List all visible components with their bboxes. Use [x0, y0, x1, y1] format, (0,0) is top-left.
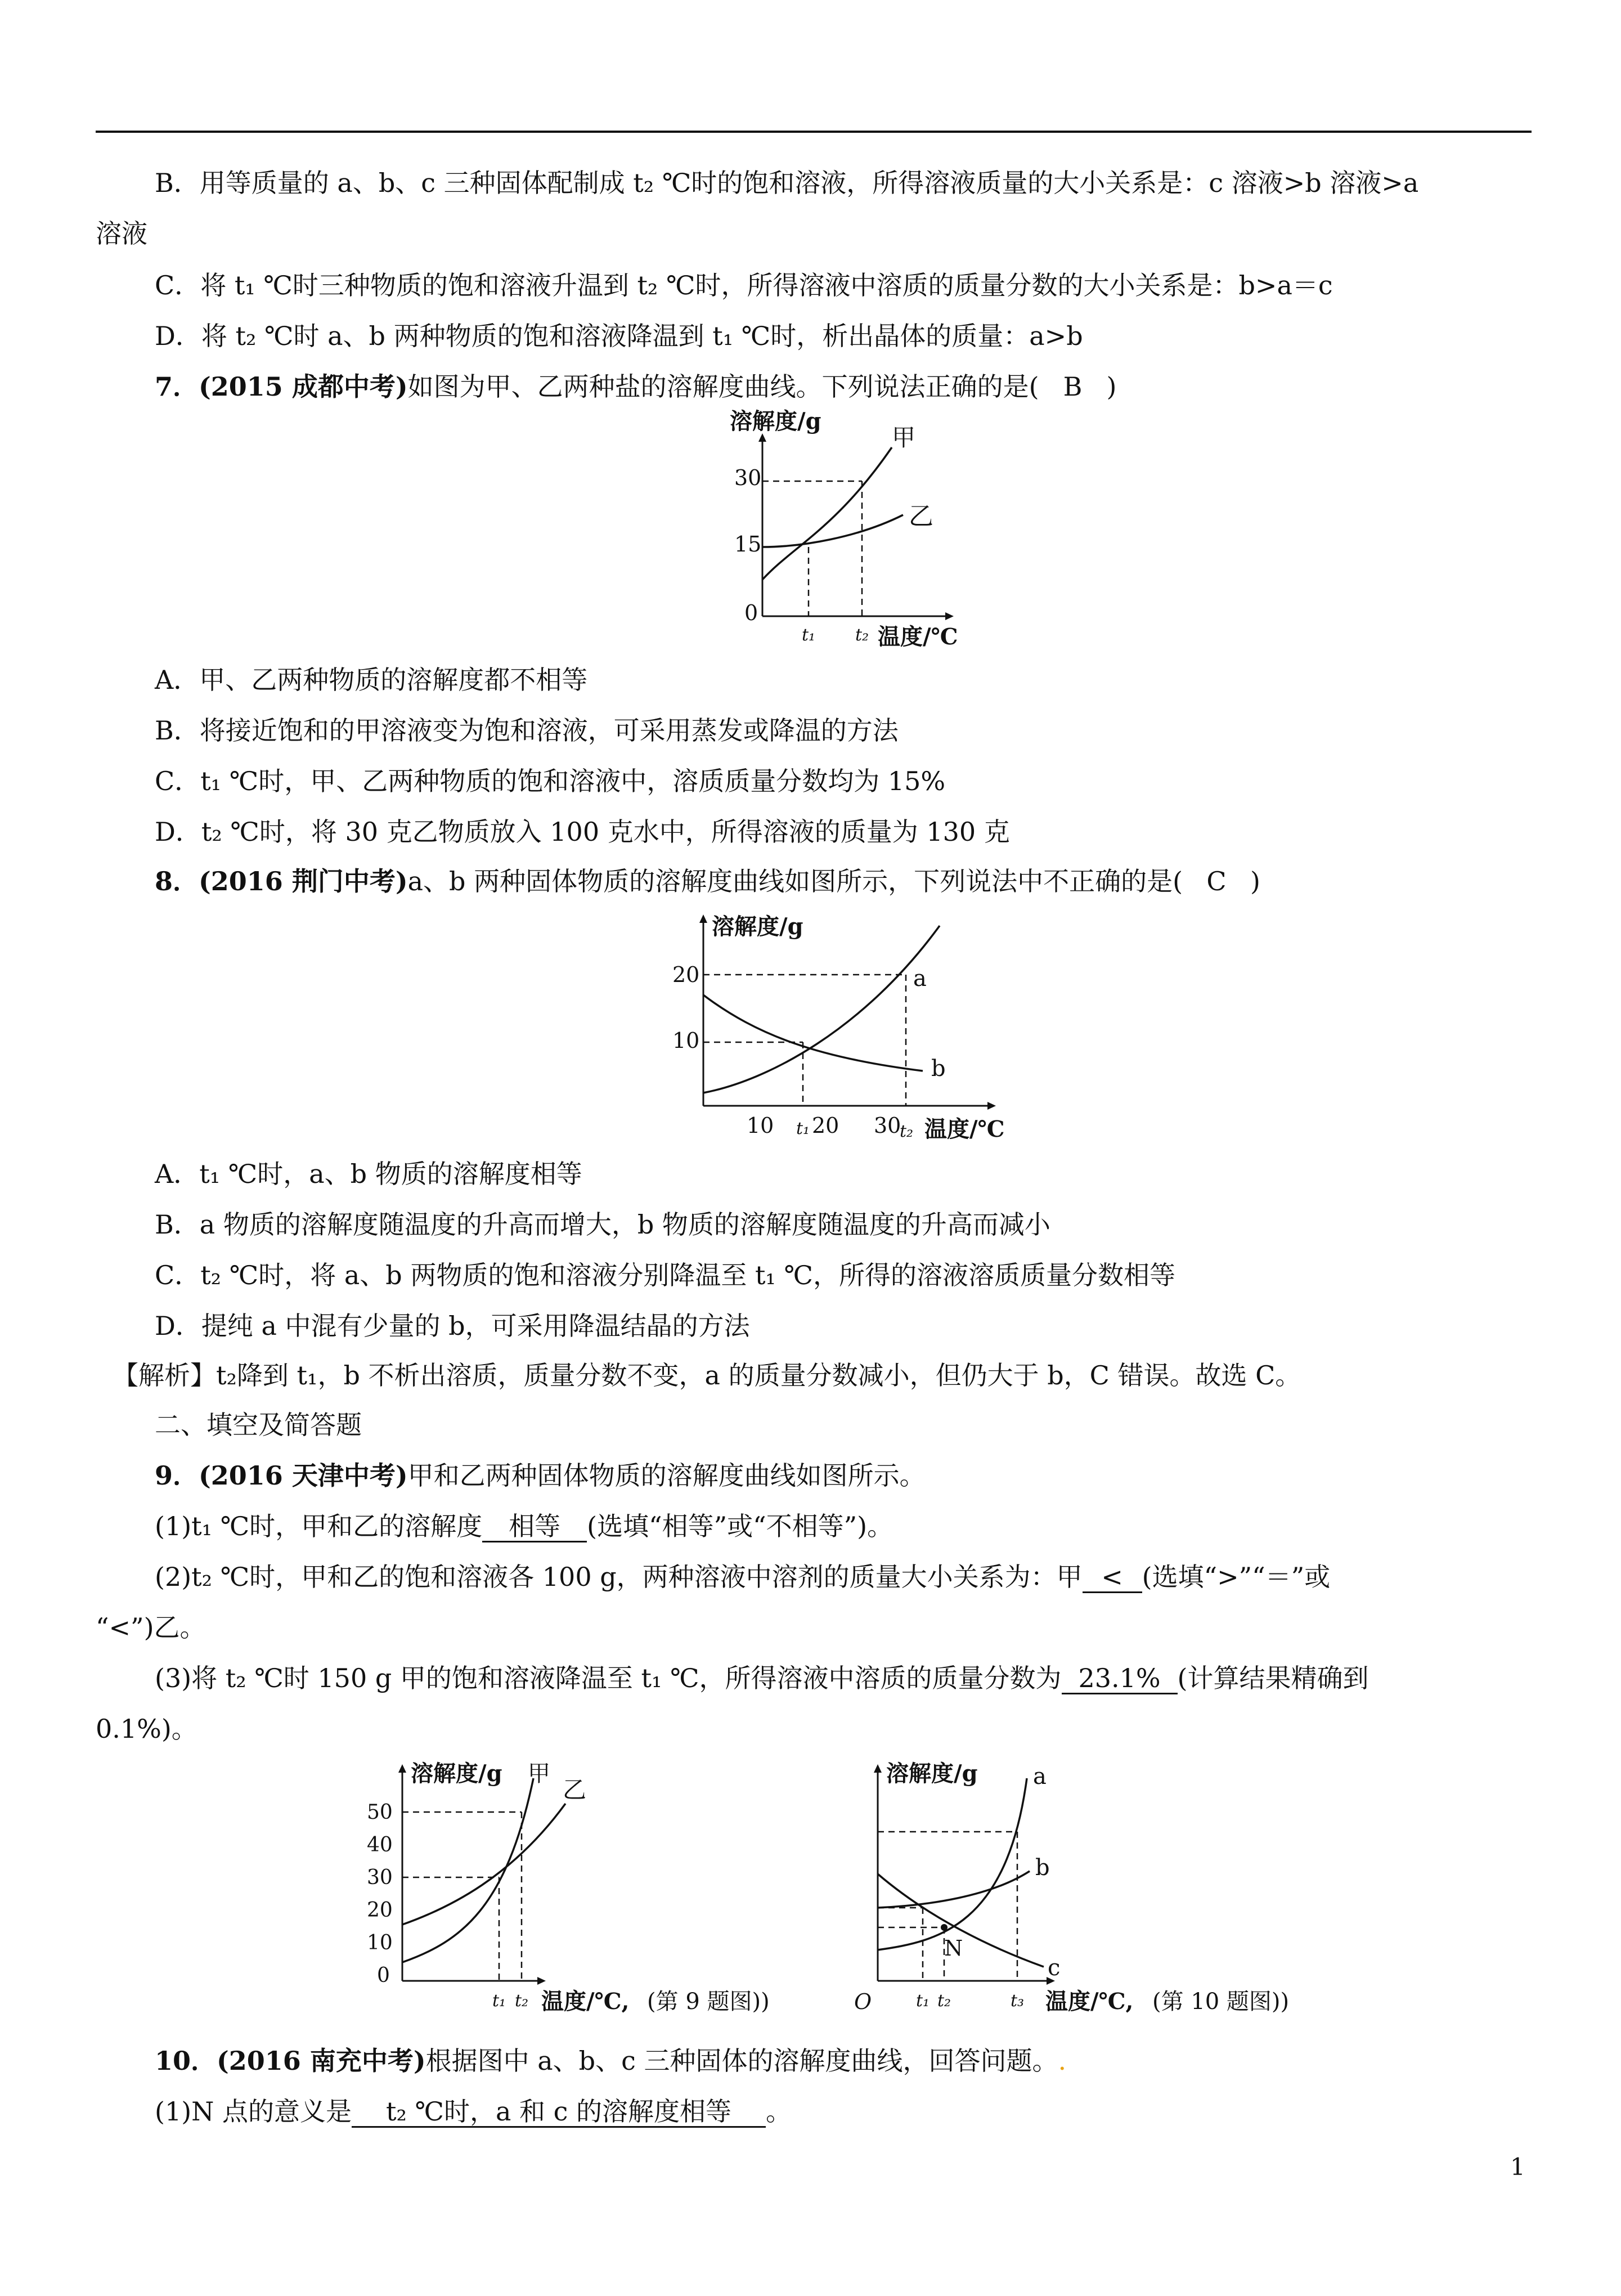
- chart1-xtick-t1: t₁: [802, 625, 816, 645]
- question-10: [155, 2044, 1066, 2078]
- q7-option-c: C．t₁ ℃时，甲、乙两种物质的饱和溶液中，溶质质量分数均为 15%: [155, 766, 946, 796]
- chart4-series-a: a: [1033, 1764, 1047, 1790]
- chart3-xtick-t2: t₂: [515, 1991, 529, 2011]
- chart-q9: [354, 1756, 816, 2020]
- chart-q7: [717, 408, 987, 653]
- q7-option-d: D．t₂ ℃时，将 30 克乙物质放入 100 克水中，所得溶液的质量为 130 克: [155, 817, 1010, 847]
- chart3-ytick-50: 50: [367, 1801, 393, 1824]
- chart3-curve-jia: [402, 1778, 533, 1962]
- chart3-ytick-20: 20: [367, 1899, 393, 1922]
- chart3-ytick-10: 10: [367, 1931, 393, 1954]
- chart3-xlabel: 温度/℃,: [541, 1988, 630, 2015]
- question-9: [155, 1459, 926, 1492]
- chart3-ytick-30: 30: [367, 1866, 393, 1889]
- q10-source: 10．(2016 南充中考): [155, 2046, 426, 2076]
- q9-3-answer: 23.1%: [1062, 1663, 1178, 1694]
- chart4-caption: (第 10 题图)): [1152, 1989, 1290, 2015]
- chart3-ylabel: 溶解度/g: [411, 1760, 502, 1787]
- question-7: [155, 370, 1116, 403]
- q6-option-d: D．将 t₂ ℃时 a、b 两种物质的饱和溶液降温到 t₁ ℃时，析出晶体的质量：a>b: [155, 321, 1083, 351]
- question-8: [155, 864, 1260, 898]
- q6-option-b-cont: 溶液: [96, 218, 147, 249]
- section-2-heading: 二、填空及简答题: [155, 1410, 362, 1440]
- chart4-origin: O: [854, 1989, 872, 2014]
- chart4-xtick-t2: t₂: [937, 1991, 951, 2011]
- q9-1-answer: 相等: [482, 1512, 587, 1542]
- q8-option-d: D．提纯 a 中混有少量的 b，可采用降温结晶的方法: [155, 1311, 750, 1341]
- q9-2-answer: <: [1083, 1562, 1142, 1593]
- q7-text: 如图为甲、乙两种盐的溶解度曲线。下列说法正确的是(: [407, 371, 1039, 402]
- q9-part-2: (2)t₂ ℃时，甲和乙的饱和溶液各 100 g，两种溶液中溶剂的质量大小关系为：甲 < (选填“>”“＝”或: [155, 1562, 1331, 1592]
- chart4-curve-b: [878, 1871, 1030, 1908]
- chart-q8: [655, 912, 1049, 1148]
- chart4-curve-a: [878, 1778, 1027, 1950]
- q8-text: a、b 两种固体物质的溶解度曲线如图所示，下列说法中不正确的是(: [407, 866, 1183, 896]
- chart1-ytick-15: 15: [734, 532, 762, 557]
- q7-close: ): [1106, 371, 1117, 402]
- q9-part-3-cont: 0.1%)。: [96, 1714, 197, 1744]
- q7-option-b: B．将接近饱和的甲溶液变为饱和溶液，可采用蒸发或降温的方法: [155, 715, 899, 746]
- chart1-series-jia: 甲: [892, 424, 916, 451]
- chart1-curve-jia: [762, 447, 892, 580]
- chart2-series-a: a: [913, 966, 927, 992]
- q9-part-2-cont: “<”)乙。: [96, 1612, 206, 1643]
- q10-text: 根据图中 a、b、c 三种固体的溶解度曲线，回答问题。: [425, 2046, 1058, 2076]
- q8-option-a: A．t₁ ℃时，a、b 物质的溶解度相等: [155, 1159, 582, 1189]
- header-rule: [96, 131, 1532, 133]
- chart3-ytick-40: 40: [367, 1833, 393, 1856]
- chart3-series-jia: 甲: [528, 1761, 550, 1787]
- chart-q10: [844, 1756, 1378, 2020]
- chart2-xtick-t1: t₁: [796, 1119, 810, 1138]
- q8-answer: C: [1206, 866, 1227, 896]
- chart3-ytick-0: 0: [377, 1964, 390, 1987]
- q6-option-b: B．用等质量的 a、b、c 三种固体配制成 t₂ ℃时的饱和溶液，所得溶液质量的大小关系是：c 溶液>b 溶液>a: [155, 168, 1419, 198]
- chart4-series-c: c: [1048, 1955, 1061, 1981]
- chart4-label-n: N: [944, 1936, 963, 1961]
- chart3-xtick-t1: t₁: [492, 1991, 506, 2011]
- chart1-xtick-t2: t₂: [855, 625, 869, 645]
- q9-source: 9．(2016 天津中考): [155, 1460, 408, 1491]
- q8-source: 8．(2016 荆门中考): [155, 866, 408, 896]
- q6-option-c: C．将 t₁ ℃时三种物质的饱和溶液升温到 t₂ ℃时，所得溶液中溶质的质量分数的大小关系是：b>a＝c: [155, 270, 1333, 301]
- q7-source: 7．(2015 成都中考): [155, 371, 408, 402]
- q9-part-3: (3)将 t₂ ℃时 150 g 甲的饱和溶液降温至 t₁ ℃，所得溶液中溶质的质量分数为 23.1% (计算结果精确到: [155, 1663, 1369, 1693]
- chart3-series-yi: 乙: [563, 1776, 587, 1804]
- q8-option-b: B．a 物质的溶解度随温度的升高而增大，b 物质的溶解度随温度的升高而减小: [155, 1209, 1050, 1240]
- q10-part-1: (1)N 点的意义是 t₂ ℃时，a 和 c 的溶解度相等 。: [155, 2096, 792, 2127]
- chart2-xlabel: 温度/℃: [924, 1116, 1005, 1142]
- chart1-series-yi: 乙: [909, 502, 933, 531]
- chart2-xtick-20: 20: [812, 1113, 839, 1138]
- chart2-xtick-t2: t₂: [900, 1122, 914, 1141]
- chart1-ytick-0: 0: [744, 600, 758, 625]
- chart1-xlabel: 温度/℃: [878, 624, 958, 650]
- page-number: 1: [1510, 2153, 1525, 2181]
- chart4-point-n: [941, 1924, 948, 1931]
- chart1-curve-yi: [762, 515, 903, 547]
- q9-part-1: (1)t₁ ℃时，甲和乙的溶解度 相等 (选填“相等”或“不相等”)。: [155, 1511, 893, 1541]
- q8-analysis: 【解析】t₂降到 t₁，b 不析出溶质，质量分数不变，a 的质量分数减小，但仍大于 b，C 错误。故选 C。: [113, 1360, 1301, 1391]
- chart2-ylabel: 溶解度/g: [712, 913, 803, 940]
- chart1-ytick-30: 30: [734, 465, 762, 490]
- q9-text: 甲和乙两种固体物质的溶解度曲线如图所示。: [407, 1460, 926, 1491]
- chart1-ylabel: 溶解度/g: [730, 408, 821, 434]
- q7-answer: B: [1063, 371, 1083, 402]
- q8-option-c: C．t₂ ℃时，将 a、b 两物质的饱和溶液分别降温至 t₁ ℃，所得的溶液溶质质量分数相等: [155, 1260, 1175, 1290]
- q8-close: ): [1250, 866, 1260, 896]
- chart2-series-b: b: [931, 1056, 946, 1082]
- chart2-xtick-10: 10: [747, 1113, 774, 1138]
- chart4-ylabel: 溶解度/g: [886, 1760, 978, 1787]
- q10-1-answer: t₂ ℃时，a 和 c 的溶解度相等: [352, 2097, 766, 2128]
- q7-option-a: A．甲、乙两种物质的溶解度都不相等: [155, 665, 588, 695]
- chart2-curve-b: [703, 995, 923, 1071]
- q10-dot: .: [1058, 2046, 1067, 2076]
- chart4-xtick-t1: t₁: [916, 1991, 930, 2011]
- chart2-ytick-20: 20: [672, 962, 700, 987]
- chart2-ytick-10: 10: [672, 1028, 700, 1053]
- chart4-xlabel: 温度/℃,: [1045, 1988, 1134, 2015]
- chart2-xtick-30: 30: [874, 1113, 901, 1138]
- chart4-series-b: b: [1035, 1855, 1050, 1881]
- chart4-xtick-t3: t₃: [1011, 1991, 1025, 2011]
- chart3-caption: (第 9 题图)): [647, 1989, 770, 2015]
